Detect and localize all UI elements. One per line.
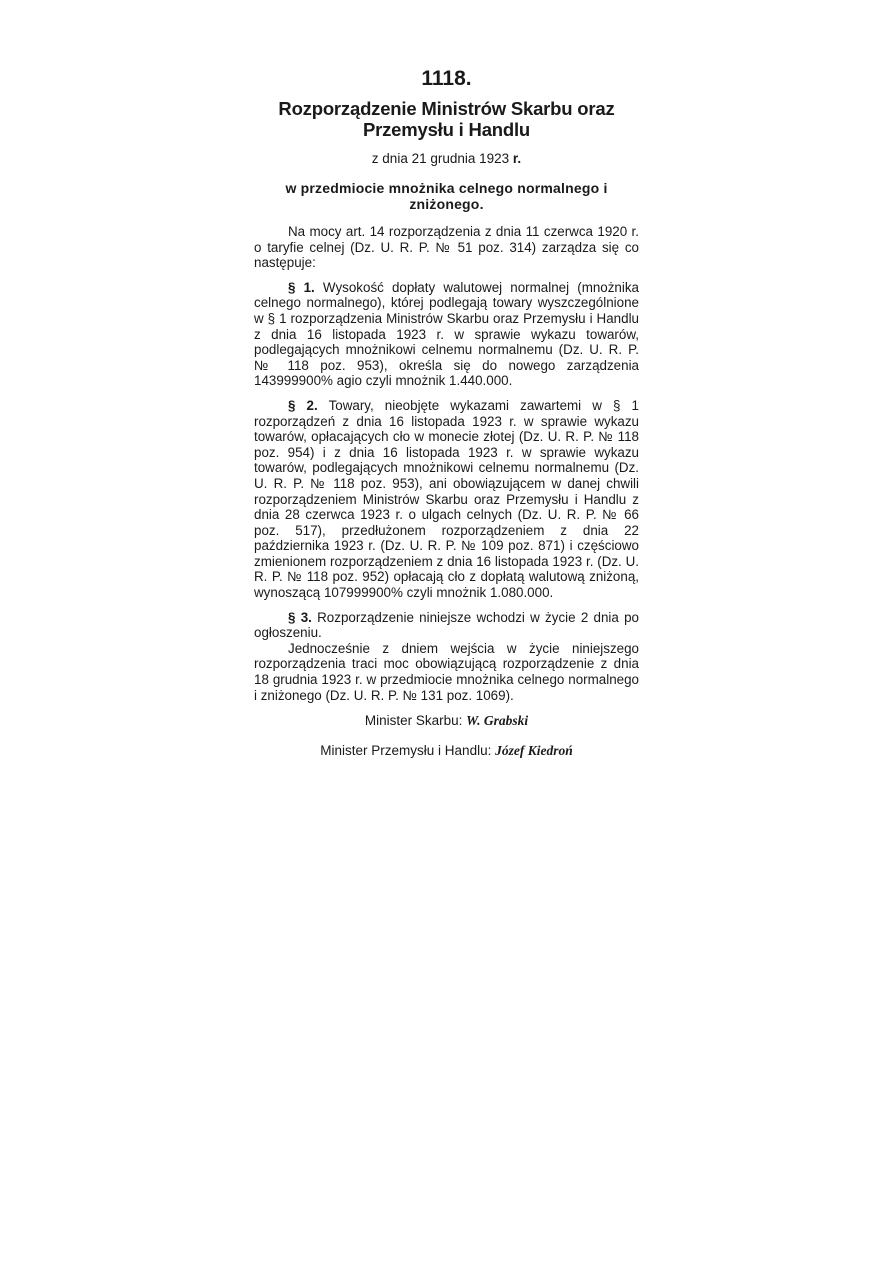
section-2 bbox=[254, 398, 639, 601]
section-3-label: § 3. bbox=[288, 609, 312, 625]
signature-role: Minister Skarbu: bbox=[364, 713, 467, 729]
section-2-text: Towary, nieobjęte wykazami zawartemi w § 1 rozporządzeń z dnia 16 listopada 1923 r. w sprawie wykazu towarów, opłacających cło w monecie złotej (Dz. U. R. P. № 118 poz. 954) i z dnia 16 listopada 1923 r. w sprawie wykazu towarów, podlegających mnożnikowi celnemu normalnemu (Dz. U. R. P. № 118 poz. 953), ani obowiązującem w danej chwili rozporządzeniem Ministrów Skarbu oraz Przemysłu i Handlu z dnia 28 czerwca 1923 r. o ulgach celnych (Dz. U. R. P. № 66 poz. 517), przedłużonem rozporządzeniem z dnia 22 października 1923 r. (Dz. U. R. P. № 109 poz. 871) i częściowo zmienionem rozporządzeniem z dnia 16 listopada 1923 r. (Dz. U. R. P. № 118 poz. 952) opłacają cło z dopłatą walutową zniżoną, wynoszącą 107999900% czyli mnożnik 1.080.000. bbox=[254, 397, 639, 601]
document-date bbox=[254, 150, 639, 168]
section-1-text: Wysokość dopłaty walutowej normalnej (mnożnika celnego normalnego), której podlegają towary wyszczególnione w § 1 rozporządzenia Ministrów Skarbu oraz Przemysłu i Handlu z dnia 16 listopada 1923 r. w sprawie wykazu towarów, podlegających mnożnikowi celnemu normalnemu (Dz. U. R. P. № 118 poz. 953), określa się do nowego zarządzenia 143999900% agio czyli mnożnik 1.440.000. bbox=[254, 279, 639, 389]
signature-role: Minister Przemysłu i Handlu: bbox=[320, 743, 496, 759]
signature-industry-minister bbox=[254, 743, 639, 759]
section-3-text: Rozporządzenie niniejsze wchodzi w życie 2 dnia po ogłoszeniu. bbox=[254, 609, 639, 641]
document-number: 1118. bbox=[421, 67, 472, 90]
section-3-continuation: Jednocześnie z dniem wejścia w życie niniejszego rozporządzenia traci moc obowiązującą rozporządzenie z dnia 18 grudnia 1923 r. w przedmiocie mnożnika celnego normalnego i zniżonego (Dz. U. R. P. № 131 poz. 1069). bbox=[254, 640, 639, 703]
signature-finance-minister bbox=[254, 713, 639, 729]
document-page bbox=[254, 66, 639, 759]
document-subject: w przedmiocie mnożnika celnego normalnego i zniżonego. bbox=[285, 180, 608, 212]
signature-name: Józef Kiedroń bbox=[495, 743, 573, 759]
document-title: Rozporządzenie Ministrów Skarbu oraz Przemysłu i Handlu bbox=[278, 98, 615, 140]
date-text: z dnia 21 grudnia 1923 bbox=[371, 151, 513, 166]
signature-name: W. Grabski bbox=[466, 713, 529, 729]
date-suffix: r. bbox=[512, 151, 522, 166]
intro-paragraph: Na mocy art. 14 rozporządzenia z dnia 11 czerwca 1920 r. o taryfie celnej (Dz. U. R. P. № 51 poz. 314) zarządza się co następuje: bbox=[254, 224, 639, 271]
section-1 bbox=[254, 280, 639, 389]
section-3 bbox=[254, 610, 639, 641]
section-1-label: § 1. bbox=[288, 279, 315, 295]
section-2-label: § 2. bbox=[288, 397, 318, 413]
